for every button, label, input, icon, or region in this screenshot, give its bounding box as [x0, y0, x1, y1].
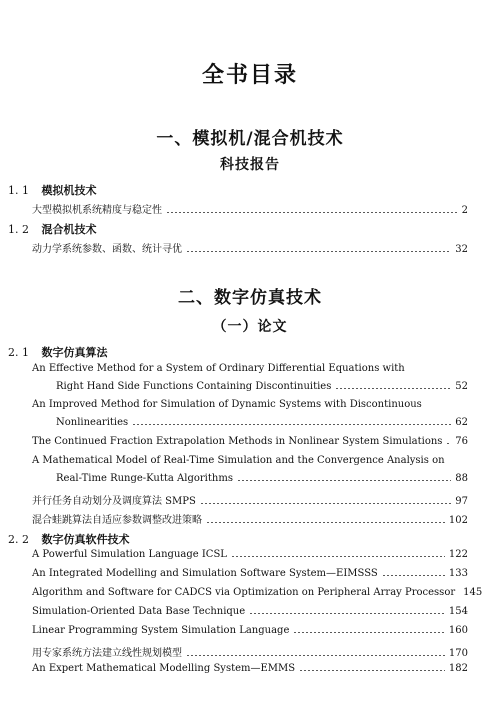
dot-leader — [132, 424, 451, 425]
toc-entry[interactable] — [32, 606, 468, 617]
entry-title: 动力学系统参数、函数、统计寻优 — [32, 244, 182, 255]
entry-page: 88 — [455, 473, 468, 484]
entry-title: Real-Time Runge-Kutta Algorithms — [56, 473, 233, 484]
dot-leader — [237, 480, 451, 481]
toc-entry[interactable] — [56, 473, 468, 484]
entry-page: 170 — [448, 648, 468, 659]
section-number: 1. 2 — [8, 223, 29, 236]
entry-page: 182 — [448, 663, 468, 674]
toc-entry[interactable] — [32, 511, 468, 526]
section-number: 2. 1 — [8, 346, 29, 359]
dot-leader — [200, 503, 451, 504]
part-1-subtitle: 科技报告 — [220, 157, 280, 173]
entry-title: Nonlinearities — [56, 417, 129, 428]
toc-entry[interactable] — [32, 587, 483, 598]
entry-title-line[interactable]: A Mathematical Model of Real-Time Simulation and the Convergence Analysis on — [32, 455, 445, 466]
book-toc-title: 全书目录 — [201, 63, 298, 88]
entry-page: 154 — [448, 606, 468, 617]
toc-entry[interactable] — [32, 625, 468, 636]
section-label: 数字仿真软件技术 — [41, 533, 130, 546]
dot-leader — [299, 670, 445, 671]
section-1-1-heading — [8, 182, 97, 198]
section-number: 2. 2 — [8, 533, 29, 546]
part-2-title: 二、数字仿真技术 — [178, 288, 322, 308]
entry-title: An Integrated Modelling and Simulation Software System—EIMSSS — [32, 568, 378, 579]
entry-title: Linear Programming System Simulation Language — [32, 625, 290, 636]
section-label: 模拟机技术 — [41, 184, 97, 197]
toc-entry[interactable] — [32, 644, 468, 659]
dot-leader — [382, 575, 445, 576]
section-2-1-heading — [8, 344, 108, 360]
dot-leader — [249, 613, 445, 614]
toc-entry[interactable] — [56, 417, 468, 428]
toc-entry[interactable] — [32, 549, 468, 560]
entry-title: Algorithm and Software for CADCS via Optimization on Peripheral Array Processor — [32, 587, 456, 598]
entry-page: 52 — [455, 381, 468, 392]
dot-leader — [335, 388, 451, 389]
entry-title: 并行任务自动划分及调度算法 SMPS — [32, 496, 196, 507]
entry-title: Right Hand Side Functions Containing Discontinuities — [56, 381, 332, 392]
entry-title: Simulation-Oriented Data Base Technique — [32, 606, 246, 617]
toc-entry[interactable] — [32, 201, 468, 216]
toc-entry[interactable] — [56, 381, 468, 392]
entry-page: 62 — [455, 417, 468, 428]
entry-title: 大型模拟机系统精度与稳定性 — [32, 205, 162, 216]
entry-title: The Continued Fraction Extrapolation Methods in Nonlinear System Simulations — [32, 436, 443, 447]
section-label: 混合机技术 — [41, 223, 97, 236]
entry-title: 混合蛙跳算法自适应参数调整改进策略 — [32, 515, 202, 526]
entry-page: 160 — [448, 625, 468, 636]
entry-title: An Expert Mathematical Modelling System—EMMS — [32, 663, 296, 674]
dot-leader — [446, 443, 451, 444]
entry-page: 145 — [463, 587, 483, 598]
entry-title: 用专家系统方法建立线性规划模型 — [32, 648, 182, 659]
toc-entry[interactable] — [32, 568, 468, 579]
entry-page: 2 — [461, 205, 468, 216]
toc-entry[interactable] — [32, 663, 468, 674]
dot-leader — [206, 522, 445, 523]
entry-page: 122 — [448, 549, 468, 560]
entry-page: 97 — [455, 496, 468, 507]
dot-leader — [293, 632, 445, 633]
entry-page: 133 — [448, 568, 468, 579]
section-2-2-heading — [8, 531, 130, 547]
dot-leader — [186, 251, 451, 252]
toc-entry[interactable] — [32, 492, 468, 507]
entry-page: 32 — [455, 244, 468, 255]
toc-entry[interactable] — [32, 436, 468, 447]
part-1-title: 一、模拟机/混合机技术 — [156, 129, 344, 149]
entry-title-line[interactable]: An Effective Method for a System of Ordinary Differential Equations with — [32, 363, 405, 374]
section-label: 数字仿真算法 — [41, 346, 108, 359]
dot-leader — [231, 556, 445, 557]
section-number: 1. 1 — [8, 184, 29, 197]
entry-title-line[interactable]: An Improved Method for Simulation of Dynamic Systems with Discontinuous — [32, 399, 422, 410]
dot-leader — [166, 212, 458, 213]
dot-leader — [186, 655, 445, 656]
entry-page: 76 — [455, 436, 468, 447]
section-1-2-heading — [8, 221, 97, 237]
entry-title: A Powerful Simulation Language ICSL — [32, 549, 227, 560]
entry-page: 102 — [448, 515, 468, 526]
part-2-subtitle: （一）论文 — [212, 319, 288, 335]
toc-entry[interactable] — [32, 240, 468, 255]
